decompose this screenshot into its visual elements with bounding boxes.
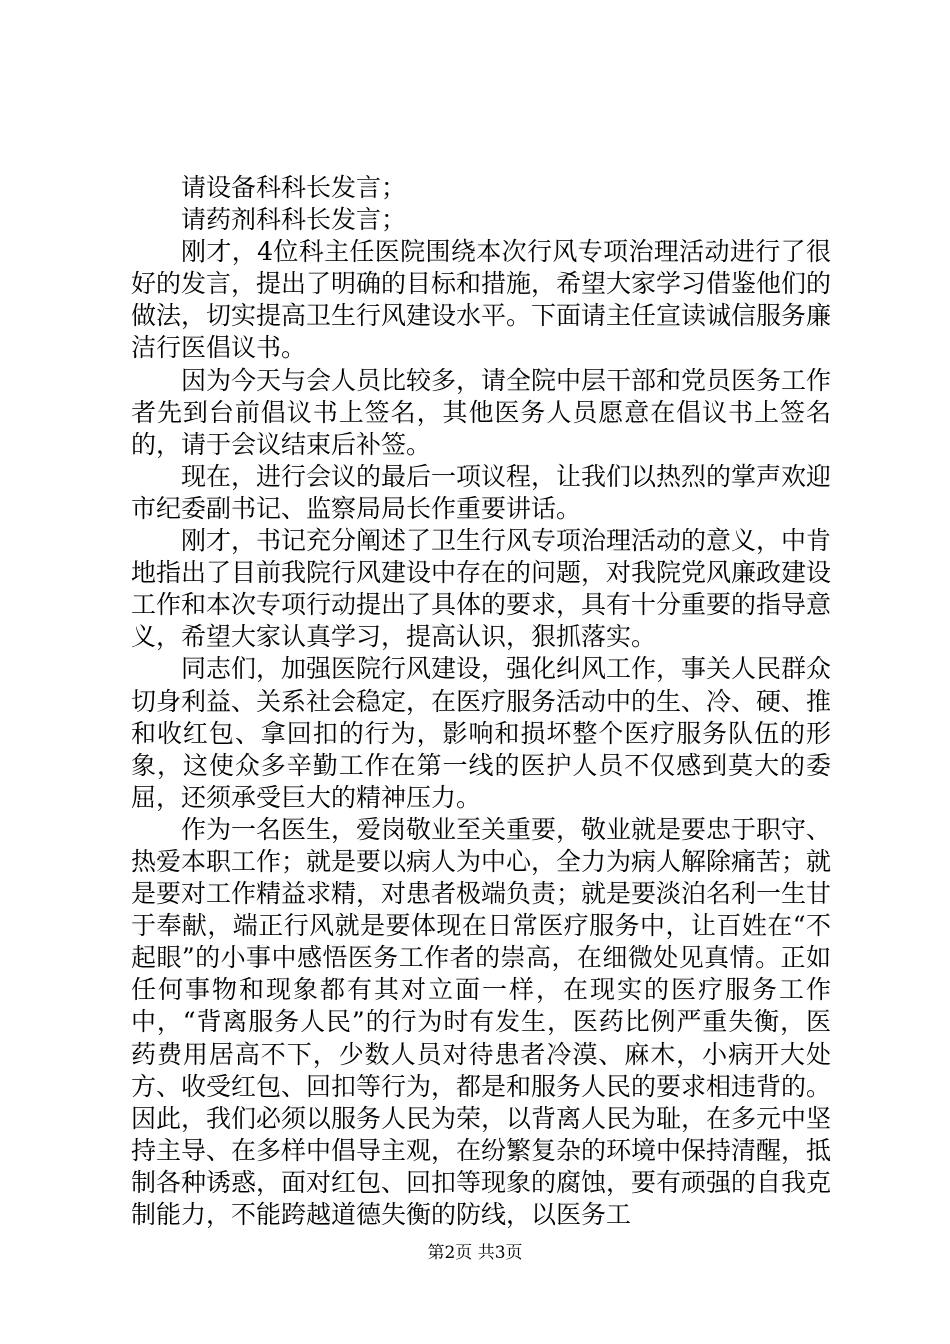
page-footer <box>0 1242 950 1264</box>
paragraph: 同志们，加强医院行风建设，强化纠风工作，事关人民群众切身利益、关系社会稳定，在医疗服务活动中的生、冷、硬、推和收红包、拿回扣的行为，影响和损坏整个医疗服务队伍的形象，这使众多辛勤工作在第一线的医护人员不仅感到莫大的委屈，还须承受巨大的精神压力。 <box>131 654 832 812</box>
paragraph: 刚才，4位科主任医院围绕本次行风专项治理活动进行了很好的发言，提出了明确的目标和措施，希望大家学习借鉴他们的做法，切实提高卫生行风建设水平。下面请主任宣读诚信服务廉洁行医倡议书。 <box>131 237 832 363</box>
page-number-label: 第2页 共3页 <box>427 1243 523 1263</box>
paragraph: 因为今天与会人员比较多，请全院中层干部和党员医务工作者先到台前倡议书上签名，其他医务人员愿意在倡议书上签名的，请于会议结束后补签。 <box>131 365 832 459</box>
document-body <box>131 172 831 1231</box>
paragraph: 请药剂科科长发言； <box>181 205 407 235</box>
paragraph: 作为一名医生，爱岗敬业至关重要，敬业就是要忠于职守、热爱本职工作；就是要以病人为中心，全力为病人解除痛苦；就是要对工作精益求精，对患者极端负责；就是要淡泊名利一生甘于奉献，端正行风就是要体现在日常医疗服务中，让百姓在“不起眼”的小事中感悟医务工作者的崇高，在细微处见真情。正如任何事物和现象都有其对立面一样，在现实的医疗服务工作中，“背离服务人民”的行为时有发生，医药比例严重失衡，医药费用居高不下，少数人员对待患者冷漠、麻木，小病开大处方、收受红包、回扣等行为，都是和服务人民的要求相违背的。因此，我们必须以服务人民为荣，以背离人民为耻，在多元中坚持主导、在多样中倡导主观，在纷繁复杂的环境中保持清醒，抵制各种诱惑，面对红包、回扣等现象的腐蚀，要有顽强的自我克制能力，不能跨越道德失衡的防线，以医务工 <box>131 814 832 1229</box>
paragraph: 现在，进行会议的最后一项议程，让我们以热烈的掌声欢迎市纪委副书记、监察局局长作重要讲话。 <box>131 461 832 523</box>
paragraph: 请设备科科长发言； <box>181 173 407 202</box>
paragraph: 刚才，书记充分阐述了卫生行风专项治理活动的意义，中肯地指出了目前我院行风建设中存在的问题，对我院党风廉政建设工作和本次专项行动提出了具体的要求，具有十分重要的指导意义，希望大家认真学习，提高认识，狠抓落实。 <box>131 526 832 652</box>
